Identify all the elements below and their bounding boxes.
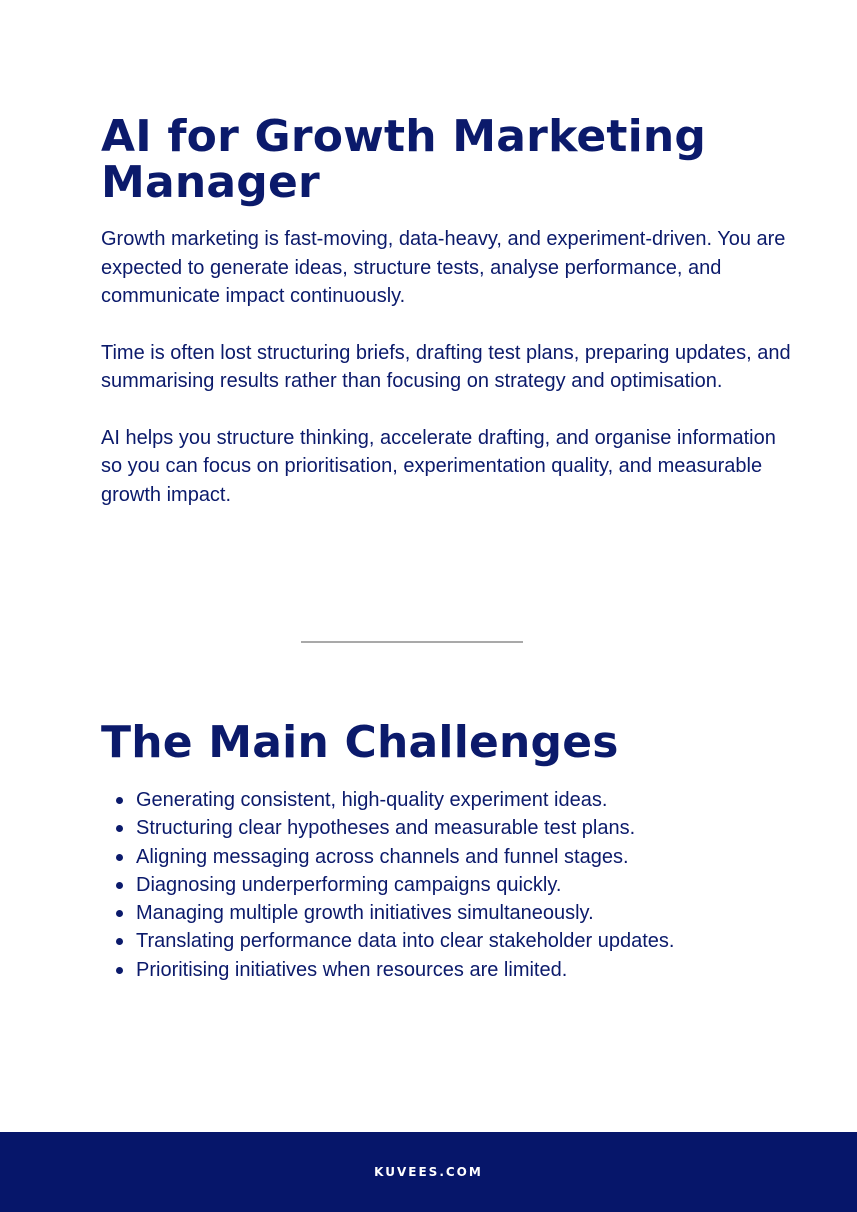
bullet-icon [116, 882, 123, 889]
bullet-icon [116, 938, 123, 945]
list-item-text: Structuring clear hypotheses and measurable test plans. [136, 817, 636, 840]
list-item [101, 786, 781, 814]
intro-paragraph: Time is often lost structuring briefs, drafting test plans, preparing updates, and summarising results rather than focusing on strategy and optimisation. [101, 341, 791, 392]
intro-paragraph: AI helps you structure thinking, accelerate drafting, and organise information so you can focus on prioritisation, experimentation quality, and measurable growth impact. [101, 426, 776, 506]
intro-section [101, 225, 791, 537]
page-title: AI for Growth Marketing Manager [101, 111, 707, 208]
list-item [101, 843, 781, 871]
challenges-list [101, 786, 781, 984]
bullet-icon [116, 910, 123, 917]
list-item-text: Aligning messaging across channels and funnel stages. [136, 845, 629, 868]
bullet-icon [116, 797, 123, 804]
list-item-text: Translating performance data into clear stakeholder updates. [136, 930, 675, 953]
section-divider [301, 641, 523, 643]
footer-website[interactable]: KUVEES.COM [374, 1165, 483, 1179]
list-item [101, 871, 781, 899]
footer-bar [0, 1132, 857, 1212]
list-item [101, 814, 781, 842]
list-item-text: Managing multiple growth initiatives simultaneously. [136, 902, 594, 925]
intro-paragraph: Growth marketing is fast-moving, data-heavy, and experiment-driven. You are expected to generate ideas, structure tests, analyse performance, and communicate impact continuously. [101, 228, 786, 307]
list-item [101, 956, 781, 984]
bullet-icon [116, 854, 123, 861]
list-item-text: Generating consistent, high-quality experiment ideas. [136, 789, 608, 811]
list-item [101, 927, 781, 955]
challenges-heading: The Main Challenges [101, 717, 619, 768]
bullet-icon [116, 967, 123, 974]
list-item-text: Prioritising initiatives when resources are limited. [136, 958, 568, 981]
list-item [101, 899, 781, 927]
list-item-text: Diagnosing underperforming campaigns quickly. [136, 873, 562, 896]
bullet-icon [116, 825, 123, 832]
